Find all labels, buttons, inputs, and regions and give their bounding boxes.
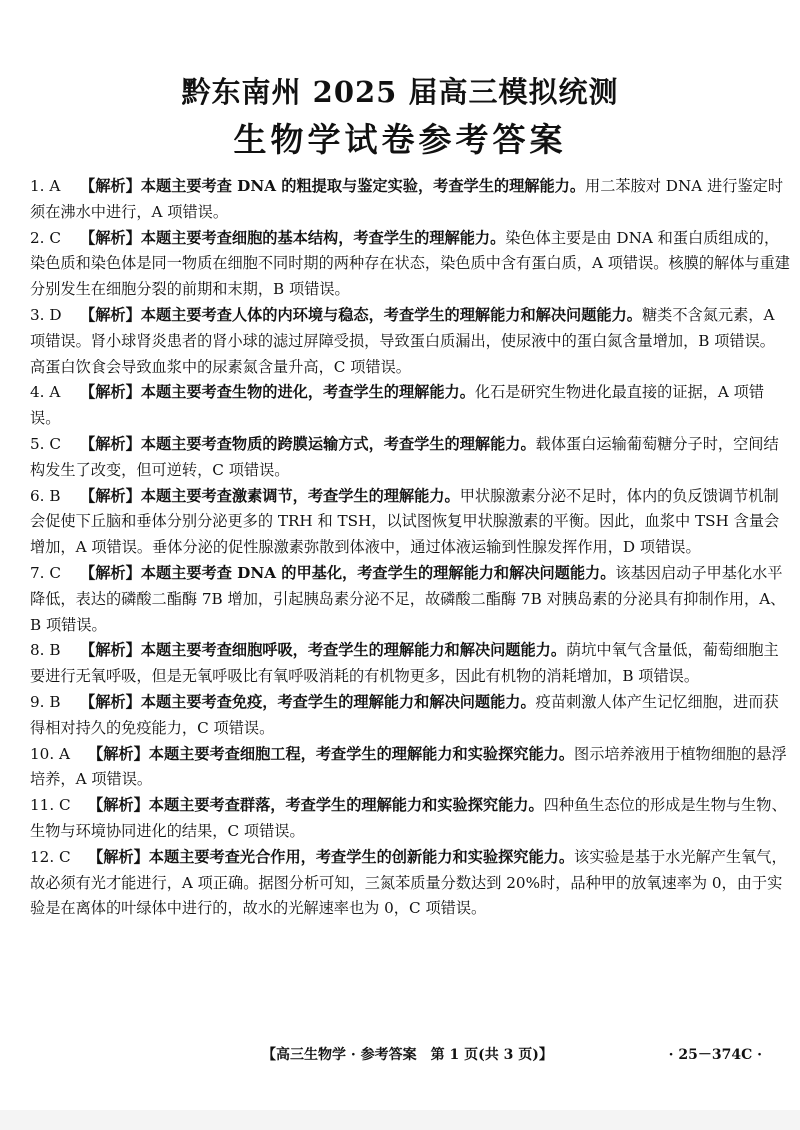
- answer-text: [20, 561, 790, 638]
- answer-number: [30, 484, 61, 510]
- analysis-lead: 【解析】本题主要考查 DNA 的粗提取与鉴定实验，考查学生的理解能力。: [80, 177, 586, 195]
- question-number: 10.: [30, 744, 55, 763]
- question-number: 5.: [30, 434, 45, 453]
- answer-item: [30, 845, 790, 922]
- analysis-body: 化石是研究生物进化最直接的证据，A 项错误。: [30, 383, 765, 428]
- answer-text: [20, 638, 790, 690]
- analysis-body: 图示培养液用于植物细胞的悬浮培养，A 项错误。: [30, 744, 787, 789]
- answer-item: [30, 793, 790, 845]
- analysis-body: 用二苯胺对 DNA 进行鉴定时须在沸水中进行，A 项错误。: [30, 177, 784, 221]
- answer-text: [20, 380, 790, 432]
- analysis-body: 四种鱼生态位的形成是生物与生物、生物与环境协同进化的结果，C 项错误。: [30, 796, 787, 840]
- answer-item: [30, 561, 790, 638]
- answer-choice: C: [49, 563, 61, 582]
- answer-item: [30, 690, 790, 742]
- answer-number: [30, 174, 60, 200]
- answer-choice: A: [49, 383, 61, 402]
- question-number: 3.: [30, 305, 45, 324]
- answer-number: [30, 561, 61, 587]
- question-number: 9.: [30, 692, 45, 711]
- answer-number: [30, 432, 61, 458]
- analysis-lead: 【解析】本题主要考查激素调节，考查学生的理解能力。: [80, 486, 460, 505]
- analysis-lead: 【解析】本题主要考查细胞的基本结构，考查学生的理解能力。: [80, 228, 506, 247]
- answer-text: [20, 174, 790, 226]
- question-number: 7.: [30, 563, 45, 582]
- analysis-body: 糖类不含氮元素，A 项错误。肾小球肾炎患者的肾小球的滤过屏障受损，导致蛋白质漏出，使尿液中的蛋白氮含量增加，B 项错误。高蛋白饮食会导致血浆中的尿素氮含量升高，C 项错误。: [30, 305, 775, 376]
- footer-exam-code: · 25－374C ·: [668, 1047, 762, 1063]
- answer-text: [14, 742, 790, 794]
- answer-number: [30, 845, 71, 871]
- answer-text: [14, 845, 790, 922]
- question-number: 8.: [30, 641, 45, 660]
- answer-number: [30, 793, 71, 819]
- answer-number: [30, 226, 61, 252]
- answer-choice: A: [49, 177, 61, 195]
- answer-choice: A: [58, 744, 70, 763]
- answer-number: [30, 638, 61, 664]
- answer-number: [30, 303, 62, 329]
- question-number: 11.: [30, 796, 55, 815]
- answer-item: [30, 174, 790, 226]
- answer-number: [30, 742, 70, 768]
- answer-item: [30, 742, 790, 794]
- answer-number: [30, 380, 60, 406]
- answer-item: [30, 226, 790, 303]
- answer-text: [14, 793, 790, 845]
- answer-choice: B: [49, 692, 61, 711]
- answer-choice: C: [58, 796, 71, 815]
- analysis-lead: 【解析】本题主要考查人体的内环境与稳态，考查学生的理解能力和解决问题能力。: [80, 305, 642, 324]
- analysis-lead: 【解析】本题主要考查物质的跨膜运输方式，考查学生的理解能力。: [80, 434, 536, 453]
- bottom-band: [0, 1110, 800, 1130]
- footer-page-info: 【高三生物学 · 参考答案 第 1 页(共 3 页)】: [262, 1047, 553, 1063]
- exam-title: 黔东南州 2025 届高三模拟统测: [181, 75, 619, 109]
- answer-choice: C: [49, 434, 61, 453]
- question-number: 6.: [30, 486, 45, 505]
- answer-text: [20, 484, 790, 561]
- analysis-lead: 【解析】本题主要考查免疫，考查学生的理解能力和解决问题能力。: [80, 692, 536, 711]
- answer-text: [20, 303, 790, 380]
- answer-item: [30, 380, 790, 432]
- question-number: 12.: [30, 847, 55, 866]
- analysis-body: 染色体主要是由 DNA 和蛋白质组成的，染色质和染色体是同一物质在细胞不同时期的两种存在状态，染色质中含有蛋白质，A 项错误。核膜的解体与重建分别发生在细胞分裂的前期和末期，B 项错误。: [30, 228, 790, 299]
- analysis-lead: 【解析】本题主要考查群落，考查学生的理解能力和实验探究能力。: [88, 796, 544, 815]
- document-title: 生物学试卷参考答案: [233, 120, 567, 159]
- answer-choice: C: [49, 228, 61, 247]
- question-number: 2.: [30, 228, 45, 247]
- answer-item: [30, 303, 790, 380]
- answer-choice: B: [49, 486, 61, 505]
- analysis-body: 甲状腺激素分泌不足时，体内的负反馈调节机制会促使下丘脑和垂体分别分泌更多的 TRH 和 TSH，以试图恢复甲状腺激素的平衡。因此，血浆中 TSH 含量会增加，A 项错误。垂体分泌的促性腺激素弥散到体液中，通过体液运输到性腺发挥作用，D 项错误。: [30, 486, 780, 557]
- answer-list: [30, 174, 790, 922]
- answer-item: [30, 638, 790, 690]
- answer-text: [20, 690, 790, 742]
- answer-item: [30, 432, 790, 484]
- analysis-lead: 【解析】本题主要考查细胞呼吸，考查学生的理解能力和解决问题能力。: [80, 641, 566, 660]
- analysis-body: 该基因启动子甲基化水平降低，表达的磷酸二酯酶 7B 增加，引起胰岛素分泌不足，故磷酸二酯酶 7B 对胰岛素的分泌具有抑制作用，A、B 项错误。: [30, 563, 786, 634]
- answer-text: [20, 432, 790, 484]
- answer-choice: D: [49, 305, 62, 324]
- question-number: 1.: [30, 177, 45, 195]
- answer-item: [30, 484, 790, 561]
- analysis-body: 载体蛋白运输葡萄糖分子时，空间结构发生了改变，但可逆转，C 项错误。: [30, 434, 779, 479]
- analysis-body: 疫苗刺激人体产生记忆细胞，进而获得相对持久的免疫能力，C 项错误。: [30, 692, 779, 737]
- analysis-lead: 【解析】本题主要考查生物的进化，考查学生的理解能力。: [80, 383, 475, 402]
- analysis-body: 荫坑中氧气含量低，葡萄细胞主要进行无氧呼吸，但是无氧呼吸比有氧呼吸消耗的有机物更多，因此有机物的消耗增加，B 项错误。: [30, 641, 779, 686]
- question-number: 4.: [30, 383, 45, 402]
- analysis-lead: 【解析】本题主要考查 DNA 的甲基化，考查学生的理解能力和解决问题能力。: [80, 563, 616, 582]
- answer-choice: C: [58, 847, 71, 866]
- answer-number: [30, 690, 61, 716]
- answer-text: [20, 226, 790, 303]
- analysis-lead: 【解析】本题主要考查光合作用，考查学生的创新能力和实验探究能力。: [88, 847, 574, 866]
- answer-choice: B: [49, 641, 61, 660]
- analysis-body: 该实验是基于水光解产生氧气，故必须有光才能进行，A 项正确。据图分析可知，三氮苯质量分数达到 20%时，品种甲的放氧速率为 0，由于实验是在离体的叶绿体中进行的，故水的光解速率也为 0，C 项错误。: [30, 847, 787, 918]
- analysis-lead: 【解析】本题主要考查细胞工程，考查学生的理解能力和实验探究能力。: [88, 744, 574, 763]
